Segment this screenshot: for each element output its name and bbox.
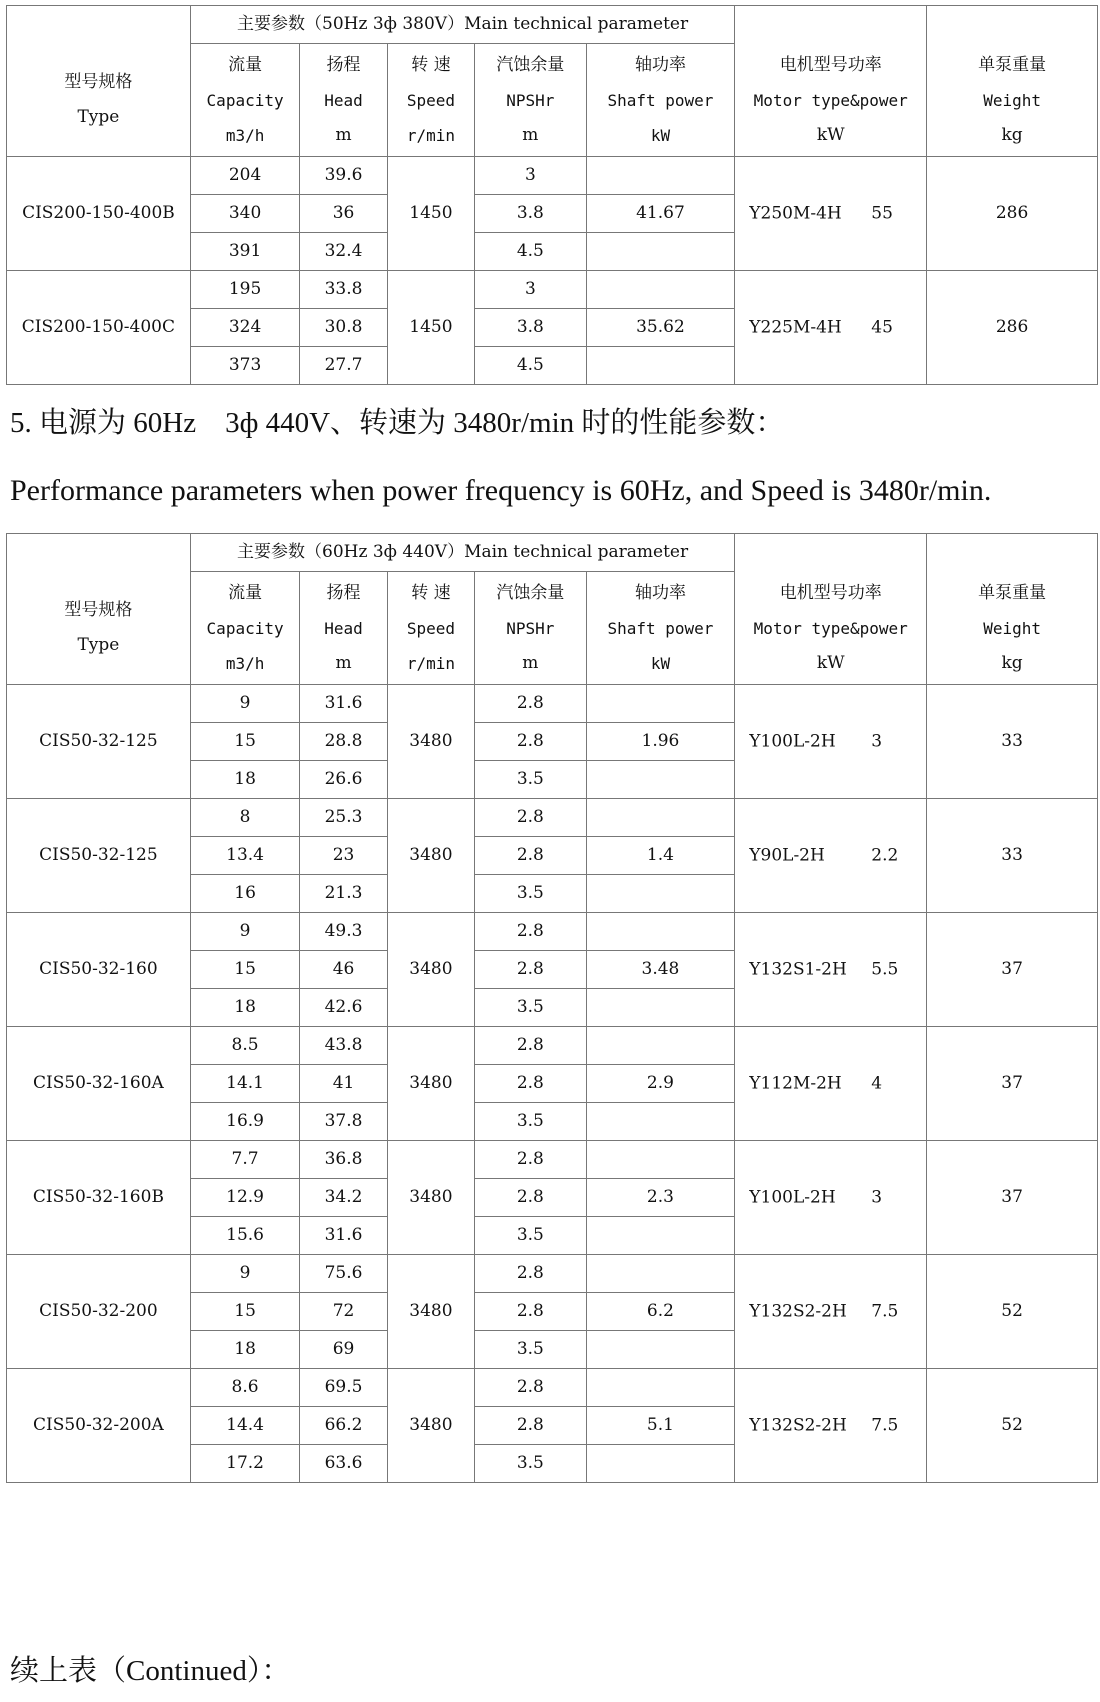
header-title-row [7, 534, 1098, 572]
capacity-cell: 8.5 [190, 1027, 300, 1065]
head-cell: 49.3 [300, 913, 387, 951]
column-header-capacity-line: Capacity [206, 90, 284, 110]
npshr-cell: 3.5 [475, 989, 587, 1027]
head-cell: 25.3 [300, 799, 387, 837]
npshr-cell: 2.8 [475, 685, 587, 723]
performance-table-50hz [6, 5, 1098, 385]
weight-cell: 33 [927, 685, 1098, 799]
column-header-shaft [586, 44, 735, 157]
speed-cell: 3480 [387, 1255, 474, 1369]
motor-type: Y100L-2H [749, 1187, 836, 1208]
motor-type: Y100L-2H [749, 731, 836, 752]
column-header-head-line: m [335, 652, 352, 673]
column-header-npshr-line: NPSHr [506, 90, 555, 110]
motor-power: 55 [871, 203, 893, 224]
weight-cell: 286 [927, 157, 1098, 271]
column-header-type-line: 型号规格 [64, 72, 133, 92]
column-header-weight-line: Weight [983, 618, 1041, 638]
shaft-power-cell [586, 1103, 735, 1141]
capacity-cell: 16.9 [190, 1103, 300, 1141]
capacity-cell: 9 [190, 1255, 300, 1293]
head-cell: 34.2 [300, 1179, 387, 1217]
head-cell: 33.8 [300, 271, 387, 309]
npshr-cell: 3.5 [475, 1103, 587, 1141]
npshr-cell: 3.5 [475, 1445, 587, 1483]
head-cell: 26.6 [300, 761, 387, 799]
column-header-head-line: 扬程 [326, 54, 361, 75]
npshr-cell: 3.5 [475, 875, 587, 913]
table-row [7, 1027, 1098, 1065]
head-cell: 36 [300, 195, 387, 233]
npshr-cell: 2.8 [475, 799, 587, 837]
column-header-speed-line: 转 速 [411, 582, 451, 603]
column-header-type-line: Type [77, 635, 120, 655]
column-header-speed-line: Speed [406, 90, 455, 110]
column-header-speed-line: 转 速 [411, 54, 451, 75]
npshr-cell: 3 [475, 157, 587, 195]
head-cell: 23 [300, 837, 387, 875]
motor-power: 45 [871, 317, 893, 338]
column-header-shaft-line: kW [650, 125, 671, 145]
column-header-weight-line: Weight [983, 90, 1041, 110]
head-cell: 72 [300, 1293, 387, 1331]
speed-cell: 1450 [387, 157, 474, 271]
column-header-npshr-line: m [522, 124, 539, 145]
capacity-cell: 15.6 [190, 1217, 300, 1255]
section-heading-cn: 5. 电源为 60Hz 3ф 440V、转速为 3480r/min 时的性能参数： [10, 407, 785, 439]
head-cell: 69.5 [300, 1369, 387, 1407]
head-cell: 30.8 [300, 309, 387, 347]
speed-cell: 1450 [387, 271, 474, 385]
table-row [7, 1369, 1098, 1407]
head-cell: 37.8 [300, 1103, 387, 1141]
column-header-motor-line: kW [816, 124, 845, 145]
column-header-shaft-line: 轴功率 [634, 54, 686, 75]
capacity-cell: 13.4 [190, 837, 300, 875]
npshr-cell: 2.8 [475, 1141, 587, 1179]
shaft-power-cell [586, 347, 735, 385]
head-cell: 69 [300, 1331, 387, 1369]
shaft-power-cell [586, 1445, 735, 1483]
motor-type: Y112M-2H [749, 1073, 842, 1094]
column-header-capacity-line: Capacity [206, 618, 284, 638]
weight-cell: 52 [927, 1255, 1098, 1369]
capacity-cell: 8 [190, 799, 300, 837]
column-header-type [7, 44, 191, 157]
head-cell: 39.6 [300, 157, 387, 195]
column-header-head-line: Head [324, 618, 363, 638]
capacity-cell: 15 [190, 723, 300, 761]
head-cell: 21.3 [300, 875, 387, 913]
npshr-cell: 3.5 [475, 1217, 587, 1255]
capacity-cell: 18 [190, 761, 300, 799]
column-header-row [7, 572, 1098, 685]
model-type-cell: CIS50-32-125 [7, 685, 191, 799]
header-blank-cell [927, 534, 1098, 572]
shaft-power-cell: 1.4 [586, 837, 735, 875]
head-cell: 31.6 [300, 1217, 387, 1255]
column-header-npshr [475, 44, 587, 157]
weight-cell: 33 [927, 799, 1098, 913]
column-header-weight-line: 单泵重量 [978, 582, 1047, 603]
column-header-weight [927, 44, 1098, 157]
column-header-capacity-line: m3/h [225, 125, 265, 145]
column-header-weight-line: 单泵重量 [978, 54, 1047, 75]
column-header-speed-line: r/min [406, 653, 455, 673]
capacity-cell: 391 [190, 233, 300, 271]
column-header-npshr-line: 汽蚀余量 [496, 582, 565, 603]
header-title-row [7, 6, 1098, 44]
weight-cell: 52 [927, 1369, 1098, 1483]
main-parameter-title: 主要参数（50Hz 3ф 380V）Main technical parameter [190, 6, 734, 44]
main-parameter-title: 主要参数（60Hz 3ф 440V）Main technical parameter [190, 534, 734, 572]
motor-type: Y90L-2H [749, 845, 825, 866]
column-header-capacity-line: m3/h [225, 653, 265, 673]
header-blank-cell [735, 534, 927, 572]
model-type-cell: CIS50-32-200 [7, 1255, 191, 1369]
table-row [7, 685, 1098, 723]
shaft-power-cell [586, 1027, 735, 1065]
column-header-motor [735, 44, 927, 157]
capacity-cell: 373 [190, 347, 300, 385]
head-cell: 32.4 [300, 233, 387, 271]
model-type-cell: CIS50-32-125 [7, 799, 191, 913]
column-header-shaft-line: Shaft power [607, 618, 714, 638]
motor-cell [735, 157, 927, 271]
npshr-cell: 2.8 [475, 1027, 587, 1065]
head-cell: 42.6 [300, 989, 387, 1027]
column-header-speed [387, 44, 474, 157]
shaft-power-cell: 5.1 [586, 1407, 735, 1445]
capacity-cell: 7.7 [190, 1141, 300, 1179]
motor-cell [735, 1255, 927, 1369]
head-cell: 31.6 [300, 685, 387, 723]
motor-type: Y250M-4H [749, 203, 842, 224]
capacity-cell: 204 [190, 157, 300, 195]
capacity-cell: 9 [190, 913, 300, 951]
motor-type: Y132S1-2H [749, 959, 847, 980]
head-cell: 36.8 [300, 1141, 387, 1179]
header-blank-cell [735, 6, 927, 44]
capacity-cell: 16 [190, 875, 300, 913]
motor-cell [735, 913, 927, 1027]
column-header-weight-line: kg [1001, 652, 1023, 673]
column-header-capacity [190, 572, 300, 685]
npshr-cell: 2.8 [475, 723, 587, 761]
capacity-cell: 17.2 [190, 1445, 300, 1483]
model-type-cell: CIS50-32-160A [7, 1027, 191, 1141]
motor-type: Y225M-4H [749, 317, 842, 338]
motor-power: 3 [871, 1187, 883, 1208]
npshr-cell: 4.5 [475, 233, 587, 271]
npshr-cell: 2.8 [475, 913, 587, 951]
motor-type: Y132S2-2H [749, 1415, 847, 1436]
capacity-cell: 12.9 [190, 1179, 300, 1217]
npshr-cell: 2.8 [475, 1179, 587, 1217]
weight-cell: 37 [927, 1027, 1098, 1141]
npshr-cell: 2.8 [475, 1255, 587, 1293]
motor-power: 2.2 [871, 845, 899, 866]
column-header-speed [387, 572, 474, 685]
column-header-shaft-line: 轴功率 [634, 582, 686, 603]
capacity-cell: 15 [190, 1293, 300, 1331]
shaft-power-cell: 41.67 [586, 195, 735, 233]
motor-cell [735, 799, 927, 913]
speed-cell: 3480 [387, 1369, 474, 1483]
shaft-power-cell: 1.96 [586, 723, 735, 761]
section-heading-en: Performance parameters when power frequency is 60Hz, and Speed is 3480r/min. [10, 474, 992, 507]
table-row [7, 271, 1098, 309]
column-header-shaft [586, 572, 735, 685]
npshr-cell: 3 [475, 271, 587, 309]
weight-cell: 37 [927, 1141, 1098, 1255]
npshr-cell: 3.5 [475, 761, 587, 799]
continued-label: 续上表（Continued）： [10, 1655, 291, 1687]
motor-cell [735, 685, 927, 799]
capacity-cell: 340 [190, 195, 300, 233]
shaft-power-cell [586, 1331, 735, 1369]
shaft-power-cell [586, 989, 735, 1027]
column-header-motor [735, 572, 927, 685]
table-row [7, 1141, 1098, 1179]
motor-cell [735, 1027, 927, 1141]
capacity-cell: 195 [190, 271, 300, 309]
head-cell: 63.6 [300, 1445, 387, 1483]
motor-cell [735, 1369, 927, 1483]
speed-cell: 3480 [387, 685, 474, 799]
shaft-power-cell [586, 799, 735, 837]
weight-cell: 286 [927, 271, 1098, 385]
shaft-power-cell [586, 685, 735, 723]
npshr-cell: 4.5 [475, 347, 587, 385]
column-header-motor-line: 电机型号功率 [779, 582, 882, 603]
header-blank-cell [927, 6, 1098, 44]
npshr-cell: 3.5 [475, 1331, 587, 1369]
column-header-motor-line: Motor type&power [753, 90, 908, 110]
head-cell: 75.6 [300, 1255, 387, 1293]
model-type-cell: CIS50-32-200A [7, 1369, 191, 1483]
header-corner-cell [7, 534, 191, 572]
shaft-power-cell: 6.2 [586, 1293, 735, 1331]
shaft-power-cell [586, 913, 735, 951]
npshr-cell: 2.8 [475, 1369, 587, 1407]
model-type-cell: CIS200-150-400C [7, 271, 191, 385]
head-cell: 27.7 [300, 347, 387, 385]
performance-table-60hz [6, 533, 1098, 1483]
motor-cell [735, 1141, 927, 1255]
shaft-power-cell [586, 271, 735, 309]
shaft-power-cell [586, 1141, 735, 1179]
column-header-capacity [190, 44, 300, 157]
speed-cell: 3480 [387, 1141, 474, 1255]
column-header-type-line: Type [77, 107, 120, 127]
motor-cell [735, 271, 927, 385]
capacity-cell: 18 [190, 1331, 300, 1369]
npshr-cell: 3.8 [475, 309, 587, 347]
npshr-cell: 2.8 [475, 837, 587, 875]
npshr-cell: 2.8 [475, 951, 587, 989]
capacity-cell: 324 [190, 309, 300, 347]
motor-power: 3 [871, 731, 883, 752]
capacity-cell: 8.6 [190, 1369, 300, 1407]
column-header-motor-line: kW [816, 652, 845, 673]
capacity-cell: 9 [190, 685, 300, 723]
table-row [7, 157, 1098, 195]
shaft-power-cell [586, 875, 735, 913]
model-type-cell: CIS50-32-160B [7, 1141, 191, 1255]
model-type-cell: CIS200-150-400B [7, 157, 191, 271]
column-header-weight [927, 572, 1098, 685]
column-header-motor-line: Motor type&power [753, 618, 908, 638]
model-type-cell: CIS50-32-160 [7, 913, 191, 1027]
table-row [7, 799, 1098, 837]
head-cell: 43.8 [300, 1027, 387, 1065]
column-header-speed-line: r/min [406, 125, 455, 145]
column-header-speed-line: Speed [406, 618, 455, 638]
column-header-npshr-line: m [522, 652, 539, 673]
shaft-power-cell [586, 1217, 735, 1255]
shaft-power-cell [586, 233, 735, 271]
column-header-npshr [475, 572, 587, 685]
column-header-motor-line: 电机型号功率 [779, 54, 882, 75]
head-cell: 46 [300, 951, 387, 989]
capacity-cell: 14.4 [190, 1407, 300, 1445]
shaft-power-cell: 2.9 [586, 1065, 735, 1103]
capacity-cell: 18 [190, 989, 300, 1027]
motor-type: Y132S2-2H [749, 1301, 847, 1322]
table-row [7, 913, 1098, 951]
npshr-cell: 2.8 [475, 1407, 587, 1445]
column-header-head-line: 扬程 [326, 582, 361, 603]
weight-cell: 37 [927, 913, 1098, 1027]
motor-power: 7.5 [871, 1301, 899, 1322]
speed-cell: 3480 [387, 913, 474, 1027]
column-header-shaft-line: kW [650, 653, 671, 673]
column-header-npshr-line: 汽蚀余量 [496, 54, 565, 75]
shaft-power-cell [586, 157, 735, 195]
shaft-power-cell: 3.48 [586, 951, 735, 989]
shaft-power-cell [586, 761, 735, 799]
head-cell: 66.2 [300, 1407, 387, 1445]
motor-power: 5.5 [871, 959, 899, 980]
speed-cell: 3480 [387, 1027, 474, 1141]
head-cell: 41 [300, 1065, 387, 1103]
column-header-row [7, 44, 1098, 157]
speed-cell: 3480 [387, 799, 474, 913]
header-corner-cell [7, 6, 191, 44]
npshr-cell: 3.8 [475, 195, 587, 233]
head-cell: 28.8 [300, 723, 387, 761]
column-header-head [300, 572, 387, 685]
column-header-capacity-line: 流量 [228, 582, 263, 603]
npshr-cell: 2.8 [475, 1293, 587, 1331]
table-row [7, 1255, 1098, 1293]
column-header-head-line: Head [324, 90, 363, 110]
motor-power: 4 [871, 1073, 883, 1094]
column-header-type [7, 572, 191, 685]
shaft-power-cell [586, 1369, 735, 1407]
column-header-npshr-line: NPSHr [506, 618, 555, 638]
column-header-head [300, 44, 387, 157]
column-header-weight-line: kg [1001, 124, 1023, 145]
column-header-head-line: m [335, 124, 352, 145]
column-header-capacity-line: 流量 [228, 54, 263, 75]
npshr-cell: 2.8 [475, 1065, 587, 1103]
shaft-power-cell [586, 1255, 735, 1293]
motor-power: 7.5 [871, 1415, 899, 1436]
shaft-power-cell: 35.62 [586, 309, 735, 347]
shaft-power-cell: 2.3 [586, 1179, 735, 1217]
capacity-cell: 14.1 [190, 1065, 300, 1103]
capacity-cell: 15 [190, 951, 300, 989]
column-header-type-line: 型号规格 [64, 600, 133, 620]
column-header-shaft-line: Shaft power [607, 90, 714, 110]
